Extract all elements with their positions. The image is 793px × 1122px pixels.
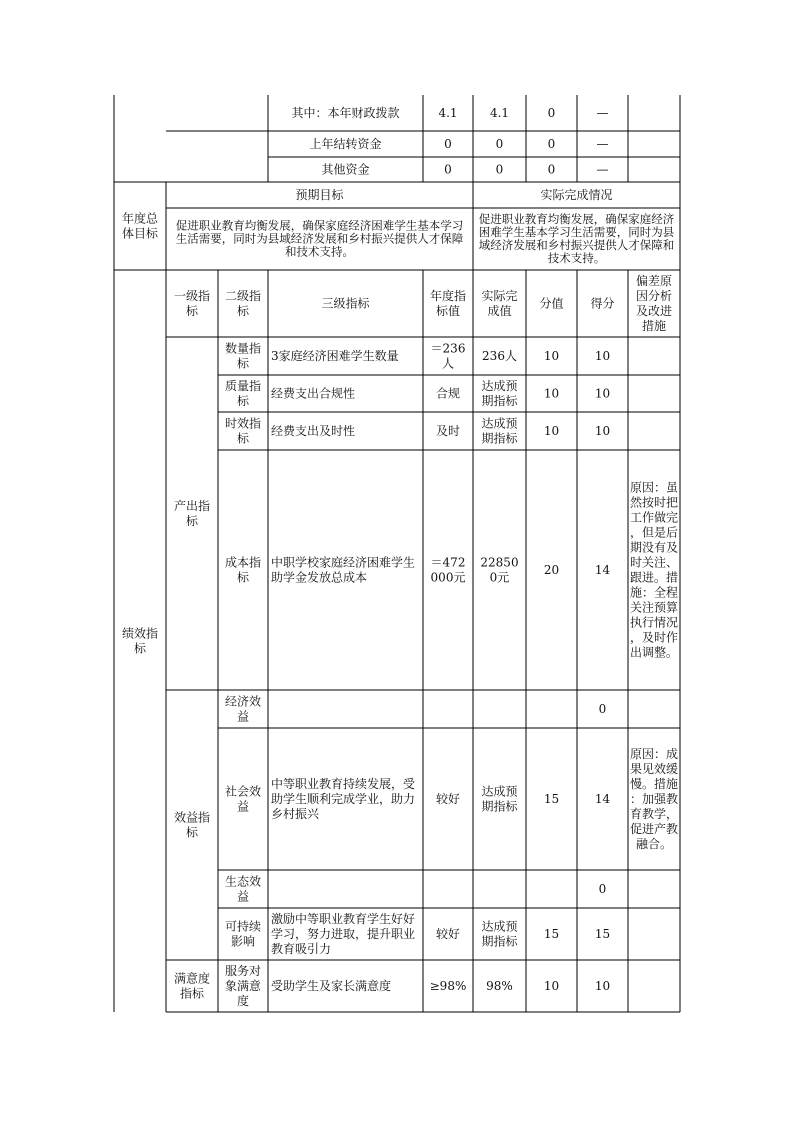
level3-indicator-cell: 中等职业教育持续发展，受助学生顺利完成学业，助力乡村振兴 [271, 777, 416, 822]
fund-value-cell: — [596, 105, 609, 120]
score-cell: 14 [594, 562, 611, 577]
weight-cell: 10 [543, 423, 560, 438]
performance-header-cell: 分值 [539, 296, 564, 311]
fund-value-cell: 0 [495, 136, 504, 151]
performance-header-cell: 三级指标 [321, 296, 370, 311]
level1-indicator-cell: 效益指标 [173, 810, 211, 840]
actual-value-cell: 达成预期指标 [481, 379, 518, 409]
weight-cell: 10 [543, 386, 560, 401]
fund-value-cell: — [596, 162, 609, 177]
performance-header-cell: 二级指标 [224, 289, 262, 319]
level3-indicator-cell: 受助学生及家长满意度 [271, 979, 392, 994]
fund-value-cell: 0 [547, 136, 556, 151]
performance-header-cell: 一级指标 [173, 289, 211, 319]
level2-indicator-cell: 服务对象满意度 [224, 964, 262, 1009]
level1-indicator-cell: 产出指标 [173, 499, 211, 529]
actual-completion-text: 促进职业教育均衡发展，确保家庭经济困难学生基本学习生活需要，同时为县域经济发展和乡村振兴提供人才保障和技术支持。 [478, 212, 675, 266]
fund-value-cell: 0 [547, 162, 556, 177]
performance-section-label: 绩效指标 [121, 626, 159, 656]
fund-row-label: 其中：本年财政拨款 [291, 105, 400, 120]
score-cell: 14 [594, 791, 611, 806]
level1-indicator-cell: 满意度指标 [173, 971, 211, 1001]
fund-row-label: 上年结转资金 [309, 136, 382, 151]
fund-row-label: 其他资金 [321, 162, 370, 177]
level2-indicator-cell: 可持续影响 [224, 919, 262, 949]
score-cell: 0 [598, 881, 607, 896]
annual-target-value-cell: 较好 [435, 792, 461, 807]
level2-indicator-cell: 经济效益 [224, 694, 262, 724]
fund-value-cell: 0 [495, 162, 504, 177]
fund-value-cell: 4.1 [489, 105, 510, 120]
level2-indicator-cell: 时效指标 [224, 416, 262, 446]
annual-target-value-cell: 及时 [435, 424, 461, 439]
score-cell: 10 [594, 348, 611, 363]
expected-goal-header: 预期目标 [295, 187, 344, 202]
annual-goal-row-label: 年度总体目标 [121, 211, 159, 241]
actual-value-cell: 22850 0元 [480, 555, 519, 585]
weight-cell: 10 [543, 978, 560, 993]
level2-indicator-cell: 成本指标 [224, 555, 262, 585]
score-cell: 15 [594, 926, 611, 941]
annual-target-value-cell: ≥98% [429, 979, 467, 994]
annual-target-value-cell: 较好 [435, 927, 461, 942]
actual-value-cell: 达成预期指标 [481, 416, 518, 446]
deviation-analysis-cell: 原因：虽然按时把工作做完，但是后期没有及时关注、跟进。措施：全程关注预算执行情况，及时作出调整。 [629, 480, 679, 660]
weight-cell: 15 [543, 791, 560, 806]
expected-goal-text: 促进职业教育均衡发展，确保家庭经济困难学生基本学习生活需要，同时为县域经济发展和乡村振兴提供人才保障和技术支持。 [175, 218, 464, 259]
score-cell: 10 [594, 423, 611, 438]
level3-indicator-cell: 中职学校家庭经济困难学生助学金发放总成本 [271, 555, 416, 585]
actual-value-cell: 98% [486, 979, 513, 994]
actual-value-cell: 达成预期指标 [481, 919, 518, 949]
annual-target-value-cell: 合规 [435, 386, 461, 401]
annual-target-value-cell: ＝472 000元 [430, 555, 466, 585]
fund-value-cell: 0 [444, 136, 452, 151]
performance-header-cell: 实际完成值 [481, 289, 518, 319]
fund-value-cell: — [596, 136, 609, 151]
annual-target-value-cell: ＝236 人 [430, 341, 466, 371]
actual-value-cell: 达成预期指标 [481, 784, 518, 814]
actual-completion-header: 实际完成情况 [540, 187, 613, 202]
score-cell: 0 [598, 701, 607, 716]
weight-cell: 10 [543, 348, 560, 363]
weight-cell: 20 [543, 562, 560, 577]
level3-indicator-cell: 经费支出及时性 [271, 424, 356, 439]
level2-indicator-cell: 生态效益 [224, 874, 262, 904]
fund-value-cell: 4.1 [438, 105, 458, 120]
deviation-analysis-cell: 原因：成果见效缓慢。措施：加强教育教学，促进产教融合。 [629, 747, 679, 852]
fund-value-cell: 0 [444, 162, 452, 177]
level3-indicator-cell: 3家庭经济困难学生数量 [271, 349, 399, 364]
score-cell: 10 [594, 978, 611, 993]
score-cell: 10 [594, 386, 611, 401]
weight-cell: 15 [543, 926, 560, 941]
actual-value-cell: 236人 [482, 349, 517, 364]
performance-header-cell: 得分 [590, 296, 615, 311]
level3-indicator-cell: 经费支出合规性 [271, 386, 356, 401]
level2-indicator-cell: 质量指标 [224, 379, 262, 409]
fund-value-cell: 0 [547, 105, 556, 120]
level2-indicator-cell: 社会效益 [224, 784, 262, 814]
level3-indicator-cell: 激励中等职业教育学生好好学习，努力进取，提升职业教育吸引力 [271, 912, 416, 957]
level2-indicator-cell: 数量指标 [224, 341, 262, 371]
performance-header-cell: 年度指标值 [429, 289, 467, 319]
performance-header-cell: 偏差原因分析及改进措施 [635, 274, 673, 334]
